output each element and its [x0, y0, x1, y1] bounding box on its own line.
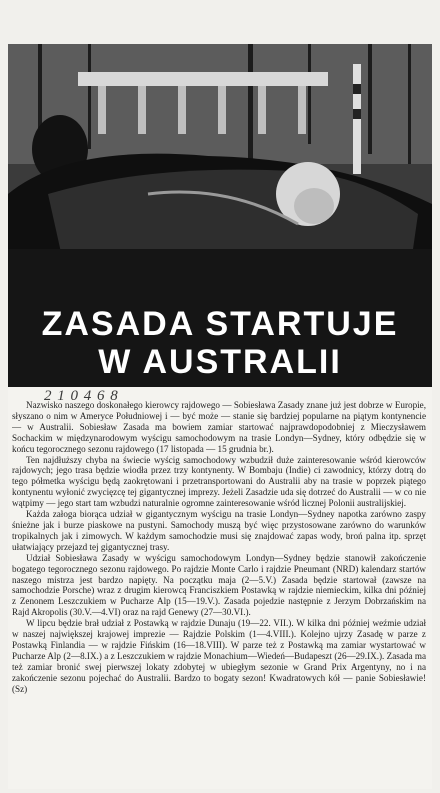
headline-line-2: W AUSTRALII [98, 343, 342, 381]
paragraph: Ten najdłuższy chyba na świecie wyścig samochodowy wzbudził duże zainteresowanie wśród kierowców rajdowych; jego trasa będzie wiodła przez trzy kontynenty. W Bombaju (Indie) ci zawodnicy, którzy dotrą do tego półmetka wyścigu będą zaokrętowani i przetransportowani do Australii aby na trasie w poprzek piątego kontynentu wyłonić zwycięzcę tej gigantycznej imprezy. Jeżeli Zasadzie uda się dotrzeć do Australii — w co nie wątpimy — jego start tam wzbudzi naturalnie ogromne zainteresowanie wśród licznej Polonii australijskiej. [12, 454, 426, 509]
archive-stamp-number: 2 1 0 4 6 8 [44, 388, 119, 404]
article-body [12, 400, 426, 788]
paragraph: Nazwisko naszego doskonałego kierowcy rajdowego — Sobiesława Zasady znane już jest dobrze w Europie, słyszano o nim w Ameryce Południowej i — być może — stanie się bardziej popularne na piątym kontynencie — w Australii. Sobiesław Zasada ma bowiem zamiar startować najprawdopodobniej z Mieczysławem Sochackim w międzynarodowym wyścigu samochodowym na trasie Londyn—Sydney, który odbędzie się w końcu tegorocznego sezonu rajdowego (17 listopada — 15 grudnia br.). [12, 400, 426, 454]
headline-line-1: ZASADA STARTUJE [41, 305, 399, 343]
paragraph: W lipcu będzie brał udział z Postawką w rajdzie Dunaju (19—22. VII.). W kilka dni później weźmie udział w naszej największej krajowej imprezie — Rajdzie Polskim (1—4.VIII.). Kolejno ujrzy Zasadę w parze z Postawką Finlandia — w rajdzie Fińskim (16—18.VIII). W parze też z Postawką ma zamiar wystartować w Pucharze Alp (2—8.IX.) a z Leszczukiem w rajdzie Monachium—Wiedeń—Budapeszt (26—29.IX.). Zasada ma też zamiar bronić swej pierwszej lokaty zdobytej w ubiegłym sezonie w Grand Prix Argentyny, no i na zakończenie sezonu pojechać do Australii. Bardzo to bogaty sezon! Kwadratowych kół — panie Sobiesławie! (Sz) [12, 618, 426, 694]
headline [8, 299, 432, 387]
paragraph: Udział Sobiesława Zasady w wyścigu samochodowym Londyn—Sydney będzie stanowił zakończenie bogatego tegorocznego sezonu rajdowego. Po rajdzie Monte Carlo i rajdzie Pneumant (NRD) kalendarz startów naszego mistrza jest bardzo napięty. Na początku maja (2—5.V.) Zasada będzie startował (zawsze na samochodzie Porsche) wraz z drugim kierowcą Franciszkiem Postawką w rajdzie niemieckim, kilka dni później z Zenonem Leszczukiem w Pucharze Alp (15—19.V.). Zasada pojedzie następnie z Jerzym Dobrzańskim na Rajd Akropolis (30.V.—4.VI) oraz na rajd Genewy (27—30.VI.). [12, 552, 426, 618]
rally-photo [8, 44, 432, 299]
paragraph: Każda załoga biorąca udział w gigantycznym wyścigu na trasie Londyn—Sydney napotka zarówno zaspy śnieżne jak i burze piaskowe na pustyni. Samochody muszą być więc przystosowane zarówno do warunków tropikalnych jak i zimowych. W każdym samochodzie musi się znajdować zapas wody, broń palna itp. sprzęt ułatwiający przejazd tej gigantycznej trasy. [12, 509, 426, 552]
newspaper-clipping [8, 44, 432, 789]
